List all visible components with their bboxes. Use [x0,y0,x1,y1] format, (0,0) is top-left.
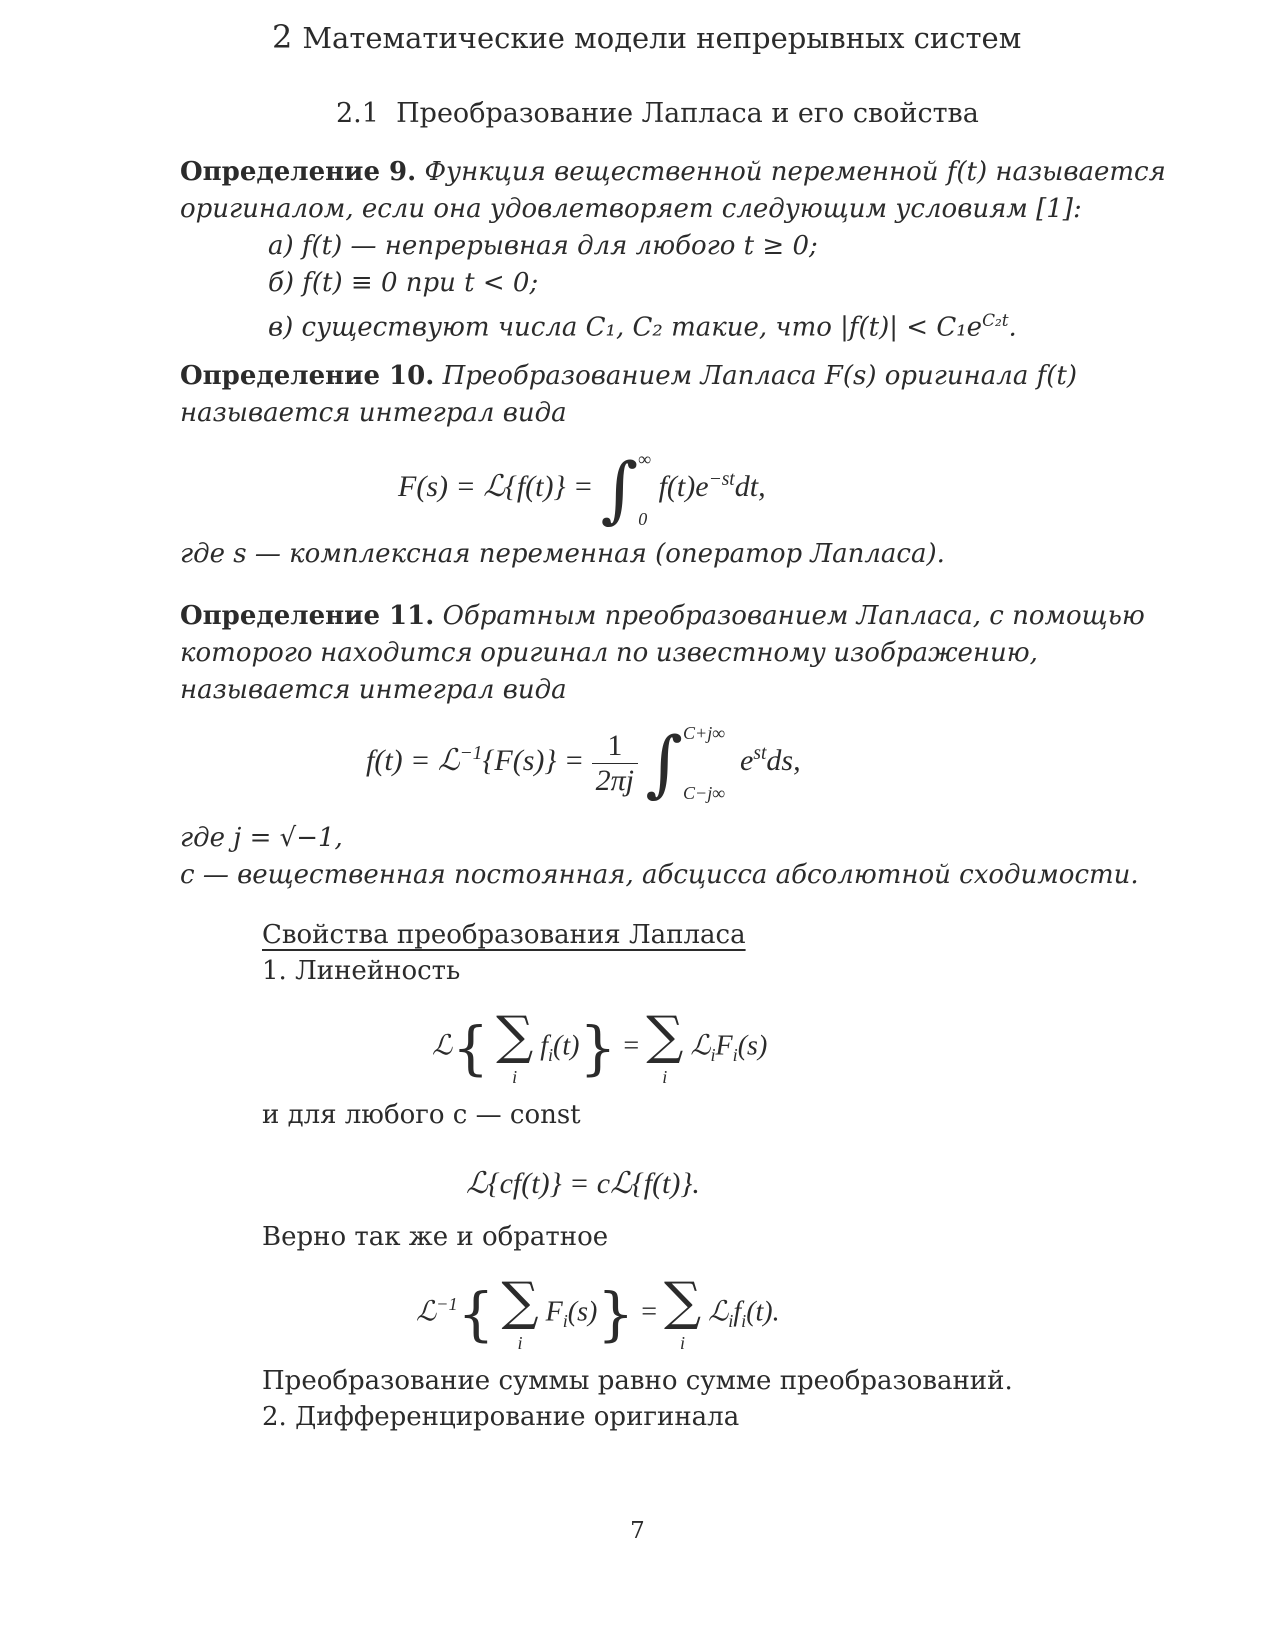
right-brace: } [579,1014,617,1082]
line2-word: оригинал [480,638,609,668]
sum-index: i [517,1333,523,1353]
scalar-formula: ℒ{cf(t)} = cℒ{f(t)}. [466,1167,700,1200]
sum-term: F [545,1296,563,1328]
condition-c-text: в) существуют числа C₁, C₂ такие, что |f(t)| < C₁e [268,312,983,343]
definition-10-note [180,536,1110,573]
rhs-term-sub: i [732,1045,738,1066]
definition-10-line1: Преобразованием Лапласа F(s) оригинала f(t) [442,361,1077,391]
definition-9-condition-c [180,302,1110,347]
chapter-title: Математические модели непрерывных систем [302,21,1022,55]
fraction-denominator: 2πj [595,763,635,797]
left-brace: { [452,1014,490,1082]
definition-10-head: Определение 10. [180,361,435,391]
rhs-term-arg: (s) [737,1030,768,1062]
property-2-title: 2. Дифференцирование оригинала [262,1402,740,1432]
fraction [592,729,638,798]
line2-word: находится [320,638,473,668]
chapter-heading [272,18,1021,56]
inverse-formula-rhs-exponent: st [753,742,767,764]
integral-sign: ∫ [645,721,684,805]
formula-rhs: f(t)e [658,469,709,503]
definition-10-line2: называется интеграл вида [180,398,567,428]
inverse-operator-exponent: −1 [436,1294,458,1315]
formula-lhs: F(s) = ℒ{f(t)} = [398,469,594,503]
definition-9 [180,154,1166,347]
right-brace: } [597,1280,635,1348]
sum-index: i [680,1333,686,1353]
property-1-title: 1. Линейность [262,956,461,986]
rhs-term: f [733,1296,742,1328]
definition-11-head: Определение 11. [180,601,435,631]
inverse-laplace-formula [366,721,801,805]
integral-sign: ∫ [600,447,639,531]
sum-term: f [540,1030,548,1062]
definition-10-note-text: где s — комплексная переменная (оператор Лапласа). [180,539,945,569]
property-1-text: и для любого c — const [262,1100,581,1130]
line2-word: известному [655,638,826,668]
properties-heading: Свойства преобразования Лапласа [262,920,746,950]
section-number: 2.1 [336,98,379,129]
line2-word: по [615,638,649,668]
line2-word: которого [180,638,313,668]
sum-term-arg: (t) [553,1030,580,1062]
condition-c-end: . [1008,312,1017,343]
definition-9-condition-b: б) f(t) ≡ 0 при t < 0; [268,268,539,298]
integral-lower-limit: C−j∞ [683,783,726,803]
definition-11-line1: Обратным преобразованием Лапласа, с помощью [442,601,1145,631]
rhs-operator: ℒ [690,1030,711,1062]
chapter-number: 2 [272,18,293,56]
rhs-term-arg: (t). [746,1296,780,1328]
inverse-formula-lhs-exponent: −1 [459,742,483,764]
rhs-operator-sub: i [728,1311,734,1332]
sum-term-sub: i [562,1311,568,1332]
fraction-numerator: 1 [592,729,638,764]
rhs-operator: ℒ [708,1296,729,1328]
property-1-text2: Верно так же и обратное [262,1222,609,1252]
inverse-formula-rhs: e [740,743,754,777]
sum-sign: ∑ i [501,1272,539,1353]
sum-sign: ∑ i [496,1006,534,1087]
definition-11-note1: где j = √−1, [180,823,343,853]
sum-sign: ∑ i [646,1006,684,1087]
integral-upper-limit: ∞ [638,449,652,469]
inverse-formula-rhs-end: ds, [766,743,801,777]
laplace-transform-formula [398,447,766,531]
definition-11-line3: называется интеграл вида [180,675,567,705]
linearity-formula [432,1006,768,1087]
sum-sign: ∑ i [664,1272,702,1353]
integral-upper-limit: C+j∞ [683,723,726,743]
formula-rhs-end: dt, [734,469,766,503]
formula-rhs-exponent: −st [708,468,735,490]
section-heading [336,98,979,129]
definition-11-note2: c — вещественная постоянная, абсцисса абсолютной сходимости. [180,860,1139,890]
condition-c-exponent: C₂t [982,310,1009,330]
inverse-linearity-formula [416,1272,780,1353]
definition-11 [180,598,1145,709]
definition-11-line2 [180,635,1038,672]
rhs-operator-sub: i [710,1045,716,1066]
definition-10 [180,358,1110,432]
left-brace: { [457,1280,495,1348]
inverse-formula-lhs: f(t) = ℒ [366,743,460,777]
equals-sign: = [623,1030,640,1062]
inverse-formula-lhs-end: {F(s)} = [482,743,585,777]
definition-9-line1: Функция вещественной переменной f(t) называется [424,157,1166,187]
integral-limits [683,724,725,802]
sum-index: i [512,1067,518,1087]
rhs-term: F [715,1030,733,1062]
laplace-operator: ℒ [432,1030,453,1062]
definition-9-head: Определение 9. [180,157,417,187]
property-1-text3: Преобразование суммы равно сумме преобразований. [262,1366,1013,1396]
definition-9-line2: оригиналом, если она удовлетворяет следующим условиям [1]: [180,194,1082,224]
integral-limits [638,450,651,528]
integral-lower-limit: 0 [638,509,648,529]
section-title: Преобразование Лапласа и его свойства [396,98,979,129]
page-number: 7 [630,1518,645,1544]
definition-11-notes [180,820,1139,894]
equals-sign: = [641,1296,657,1328]
inverse-laplace-operator: ℒ [416,1296,437,1328]
definition-9-condition-a: а) f(t) — непрерывная для любого t ≥ 0; [268,231,818,261]
rhs-term-sub: i [741,1311,747,1332]
line2-word: изображению, [833,638,1038,668]
sum-term-sub: i [547,1045,554,1066]
sum-index: i [662,1067,668,1087]
sum-term-arg: (s) [567,1296,598,1328]
